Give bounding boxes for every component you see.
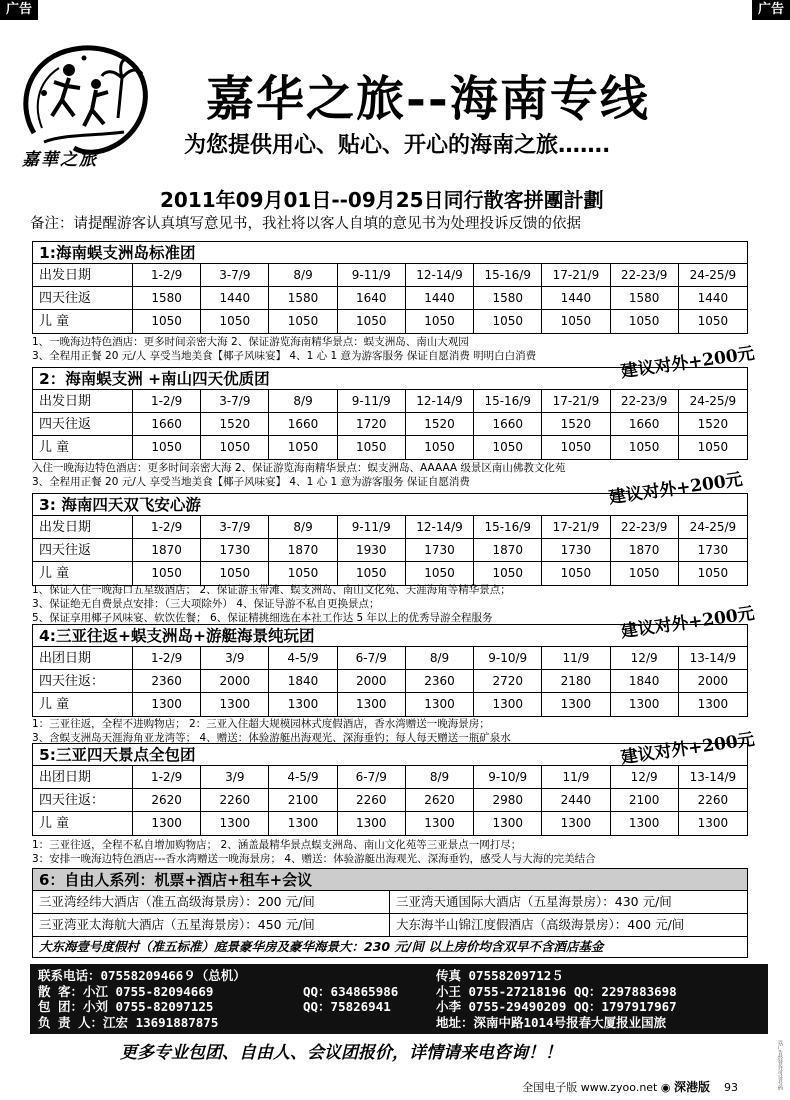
price-cell: 1300 bbox=[697, 697, 729, 711]
slogan: 为您提供用心、贴心、开心的海南之旅……. bbox=[184, 133, 611, 158]
date-cell: 9-11/9 bbox=[338, 264, 406, 287]
note-line: 3、保证绝无自费景点安排：（三大项除外） 4、保证导游不私自更换景点； bbox=[32, 598, 380, 610]
date-cell: 12-14/9 bbox=[406, 264, 474, 287]
price-cell: 1050 bbox=[338, 562, 406, 585]
note-line: 1、一晚海边特色酒店：更多时间亲密大海 2、保证游览海南精华景点：蜈支洲岛、南山大观园 bbox=[32, 336, 469, 348]
price-cell: 2360 bbox=[133, 670, 201, 693]
row-label: 儿 童 bbox=[33, 436, 133, 459]
price-cell: 1300 bbox=[406, 693, 474, 716]
free-travel-table bbox=[32, 868, 748, 958]
price-cell: 1300 bbox=[338, 812, 406, 835]
fax: 传真 07558209712５ bbox=[436, 968, 564, 983]
plan-title: 2011年09月01日--09月25日同行散客拼團計劃 bbox=[160, 188, 604, 212]
price-cell: 1300 bbox=[611, 812, 679, 835]
price-cell: 1050 bbox=[474, 310, 542, 333]
date-cell: 24-25/9 bbox=[679, 516, 747, 539]
price-cell: 2360 bbox=[406, 670, 474, 693]
price-cell: 2100 bbox=[611, 789, 679, 812]
date-cell: 3-7/9 bbox=[201, 390, 269, 413]
price-cell: 1050 bbox=[133, 436, 201, 459]
date-row bbox=[33, 516, 747, 539]
price-cell: 2260 bbox=[338, 789, 406, 812]
section-title: 5:三亚四天景点全包团 bbox=[33, 744, 747, 766]
tour-notes-5 bbox=[32, 838, 762, 866]
date-row bbox=[33, 766, 747, 789]
price-cell: 1640 bbox=[338, 287, 406, 310]
adult-price-row bbox=[33, 670, 747, 693]
row-label: 四天往返： bbox=[33, 789, 133, 812]
adult-price-row bbox=[33, 789, 747, 812]
contact-row bbox=[38, 1015, 760, 1031]
price-cell: 1050 bbox=[697, 314, 729, 328]
page-title: 嘉华之旅--海南专线 bbox=[206, 71, 650, 127]
date-cell: 8/9 bbox=[406, 766, 474, 789]
child-price-row bbox=[33, 310, 747, 333]
row-label: 四天往返 bbox=[33, 539, 133, 562]
price-cell: 1520 bbox=[679, 413, 747, 436]
date-cell: 1-2/9 bbox=[133, 766, 201, 789]
price-cell: 1840 bbox=[611, 670, 679, 693]
tour-table-1 bbox=[32, 241, 748, 334]
side-license-text: 以广告经营许可证号码 bbox=[777, 1040, 783, 1090]
date-cell: 22-23/9 bbox=[611, 264, 679, 287]
price-cell: 1870 bbox=[133, 539, 201, 562]
date-cell: 15-16/9 bbox=[474, 390, 542, 413]
price-stamp: 建议对外+200元 bbox=[619, 343, 756, 383]
date-cell: 13-14/9 bbox=[679, 766, 747, 789]
price-cell: 1050 bbox=[697, 566, 729, 580]
price-cell: 2720 bbox=[474, 670, 542, 693]
price-cell: 1660 bbox=[269, 413, 337, 436]
date-cell: 9-10/9 bbox=[474, 766, 542, 789]
hotel-cell: 大东海半山锦江度假酒店（高级海景房）：400 元/间 bbox=[396, 917, 685, 932]
price-cell: 1050 bbox=[611, 436, 679, 459]
date-cell: 8/9 bbox=[269, 516, 337, 539]
date-cell: 4-5/9 bbox=[269, 766, 337, 789]
ad-label-right: 广告 bbox=[752, 0, 790, 20]
price-cell: 1580 bbox=[611, 287, 679, 310]
price-cell: 1050 bbox=[201, 310, 269, 333]
price-cell: 1050 bbox=[269, 562, 337, 585]
date-cell: 11/9 bbox=[542, 766, 610, 789]
price-cell: 1930 bbox=[338, 539, 406, 562]
child-price-row bbox=[33, 562, 747, 585]
contact-li: 小李 0755-29490209 QQ：1797917967 bbox=[436, 999, 677, 1014]
price-cell: 1050 bbox=[133, 310, 201, 333]
date-cell: 17-21/9 bbox=[542, 390, 610, 413]
price-cell: 1050 bbox=[406, 310, 474, 333]
price-cell: 1050 bbox=[542, 310, 610, 333]
price-cell: 1720 bbox=[338, 413, 406, 436]
note-line: 3、全程用正餐 20 元/人 享受当地美食【椰子风味宴】 4、1 心 1 意为游客服务 保证自愿消费 明明白白消费 bbox=[32, 350, 537, 362]
price-cell: 2440 bbox=[542, 789, 610, 812]
price-cell: 2180 bbox=[542, 670, 610, 693]
group-qq: QQ：75826941 bbox=[303, 999, 391, 1014]
date-cell: 22-23/9 bbox=[611, 516, 679, 539]
price-cell: 1050 bbox=[269, 310, 337, 333]
note-line: 3、全程用正餐 20 元/人 享受当地美食【椰子风味宴】 4、1 心 1 意为游客服务 保证自愿消费 bbox=[32, 476, 470, 488]
price-cell: 2620 bbox=[133, 789, 201, 812]
call-to-action: 更多专业包团、自由人、会议团报价，详情请来电咨询！！ bbox=[120, 1043, 562, 1063]
price-cell: 1300 bbox=[474, 693, 542, 716]
section-title: 6：自由人系列：机票+酒店+租车+会议 bbox=[33, 869, 747, 891]
price-cell: 2980 bbox=[474, 789, 542, 812]
price-cell: 1300 bbox=[406, 812, 474, 835]
date-cell: 17-21/9 bbox=[542, 516, 610, 539]
section-title: 3: 海南四天双飞安心游 bbox=[33, 494, 747, 516]
price-stamp: 建议对外+200元 bbox=[607, 469, 744, 509]
row-label: 儿 童 bbox=[33, 812, 133, 835]
date-cell: 1-2/9 bbox=[133, 516, 201, 539]
price-cell: 1840 bbox=[269, 670, 337, 693]
price-cell: 1730 bbox=[679, 539, 747, 562]
price-cell: 1300 bbox=[269, 693, 337, 716]
price-cell: 1300 bbox=[201, 693, 269, 716]
ad-label-left: 广告 bbox=[0, 0, 38, 20]
date-cell: 24-25/9 bbox=[679, 264, 747, 287]
child-price-row bbox=[33, 812, 747, 835]
date-cell: 11/9 bbox=[542, 647, 610, 670]
contact-row bbox=[38, 999, 760, 1015]
price-cell: 1050 bbox=[201, 562, 269, 585]
price-cell: 1050 bbox=[201, 436, 269, 459]
price-cell: 1870 bbox=[474, 539, 542, 562]
row-label: 出发日期 bbox=[33, 516, 133, 539]
date-cell: 1-2/9 bbox=[133, 264, 201, 287]
price-cell: 1660 bbox=[611, 413, 679, 436]
date-cell: 12/9 bbox=[611, 647, 679, 670]
date-cell: 9-10/9 bbox=[474, 647, 542, 670]
price-cell: 1050 bbox=[474, 562, 542, 585]
price-cell: 1580 bbox=[133, 287, 201, 310]
price-cell: 1660 bbox=[133, 413, 201, 436]
hotel-cell: 三亚湾经纬大酒店（准五高级海景房）：200 元/间 bbox=[33, 891, 390, 913]
row-label: 四天往返 bbox=[33, 287, 133, 310]
price-cell: 1300 bbox=[474, 812, 542, 835]
price-cell: 1050 bbox=[474, 436, 542, 459]
price-cell: 1300 bbox=[542, 693, 610, 716]
row-label: 儿 童 bbox=[33, 693, 133, 716]
price-cell: 1050 bbox=[542, 562, 610, 585]
section-title: 4:三亚往返+蜈支洲岛+游艇海景纯玩团 bbox=[33, 625, 747, 647]
hotel-cell: 三亚湾亚太海航大酒店（五星海景房）：450 元/间 bbox=[33, 914, 390, 936]
row-label: 四天往返： bbox=[33, 670, 133, 693]
date-row bbox=[33, 390, 747, 413]
price-cell: 1050 bbox=[697, 440, 729, 454]
adult-price-row bbox=[33, 413, 747, 436]
date-cell: 22-23/9 bbox=[611, 390, 679, 413]
price-cell: 2000 bbox=[201, 670, 269, 693]
date-cell: 12-14/9 bbox=[406, 516, 474, 539]
adult-price-row bbox=[33, 539, 747, 562]
price-cell: 1050 bbox=[611, 310, 679, 333]
price-cell: 1300 bbox=[611, 693, 679, 716]
price-cell: 1300 bbox=[542, 812, 610, 835]
price-cell: 1730 bbox=[201, 539, 269, 562]
date-cell: 13-14/9 bbox=[679, 647, 747, 670]
price-cell: 1870 bbox=[269, 539, 337, 562]
hotel-cell: 三亚湾天通国际大酒店（五星海景房）：430 元/间 bbox=[396, 894, 672, 909]
price-cell: 1050 bbox=[338, 310, 406, 333]
date-cell: 3/9 bbox=[201, 766, 269, 789]
hotel-row bbox=[33, 891, 747, 914]
note-line: 5、保证享用椰子风味宴、软饮佐餐； 6、保证精挑细选在本社工作达 5 年以上的优秀导游全程服务 bbox=[32, 612, 493, 624]
main-phone: 联系电话：07558209466９（总机） bbox=[38, 968, 246, 983]
price-cell: 1300 bbox=[201, 812, 269, 835]
price-cell: 1730 bbox=[406, 539, 474, 562]
date-cell: 24-25/9 bbox=[679, 390, 747, 413]
price-cell: 1580 bbox=[269, 287, 337, 310]
price-cell: 2000 bbox=[338, 670, 406, 693]
date-cell: 3-7/9 bbox=[201, 516, 269, 539]
row-label: 四天往返 bbox=[33, 413, 133, 436]
group-contact: 包 团：小刘 0755-82097125 bbox=[38, 999, 214, 1014]
price-cell: 1300 bbox=[133, 812, 201, 835]
price-cell: 1660 bbox=[474, 413, 542, 436]
child-price-row bbox=[33, 436, 747, 459]
child-price-row bbox=[33, 693, 747, 716]
price-cell: 1050 bbox=[133, 562, 201, 585]
branch-name: 深港版 bbox=[673, 1080, 710, 1094]
price-cell: 1050 bbox=[542, 436, 610, 459]
price-cell: 1440 bbox=[542, 287, 610, 310]
publication-icon: ◉ bbox=[660, 1081, 671, 1094]
date-cell: 1-2/9 bbox=[133, 647, 201, 670]
retail-qq: QQ：634865986 bbox=[303, 983, 399, 999]
price-cell: 1730 bbox=[542, 539, 610, 562]
date-cell: 17-21/9 bbox=[542, 264, 610, 287]
price-cell: 2260 bbox=[679, 789, 747, 812]
row-label: 出团日期 bbox=[33, 647, 133, 670]
page-number: 93 bbox=[724, 1081, 738, 1094]
date-cell: 12/9 bbox=[611, 766, 679, 789]
date-cell: 6-7/9 bbox=[338, 766, 406, 789]
contact-wang: 小王 0755-27218196 QQ：2297883698 bbox=[436, 983, 677, 999]
date-row bbox=[33, 647, 747, 670]
tour-table-2 bbox=[32, 367, 748, 460]
contact-row bbox=[38, 968, 760, 984]
retail-contact: 散 客：小江 0755-82094669 bbox=[38, 983, 214, 999]
price-cell: 1050 bbox=[338, 436, 406, 459]
adult-price-row bbox=[33, 287, 747, 310]
contact-row bbox=[38, 984, 760, 1000]
remark-note: 备注：请提醒游客认真填写意见书，我社将以客人自填的意见书为处理投诉反馈的依据 bbox=[30, 216, 581, 232]
date-cell: 15-16/9 bbox=[474, 516, 542, 539]
date-cell: 6-7/9 bbox=[338, 647, 406, 670]
contact-block bbox=[30, 964, 768, 1034]
row-label: 出团日期 bbox=[33, 766, 133, 789]
price-stamp: 建议对外+200元 bbox=[619, 603, 756, 643]
price-cell: 1300 bbox=[269, 812, 337, 835]
price-cell: 1870 bbox=[611, 539, 679, 562]
price-cell: 1300 bbox=[338, 693, 406, 716]
note-line: 3、含蜈支洲岛天涯海角亚龙湾等； 4、赠送：体验游艇出海观光、深海垂钓；每人每天赠送一瓶矿泉水 bbox=[32, 732, 511, 744]
section-title: 2：海南蜈支洲 +南山四天优质团 bbox=[33, 368, 747, 390]
date-row bbox=[33, 264, 747, 287]
hotel-row bbox=[33, 914, 747, 937]
edition-text: 全国电子版 www.zyoo.net bbox=[522, 1081, 658, 1094]
note-line: 1：三亚往返，全程不进购物店； 2：三亚入住超大规模园林式度假酒店，香水湾赠送一晚海景房； bbox=[32, 718, 490, 730]
note-line: 3：安排一晚海边特色酒店---香水湾赠送一晚海景房； 4、赠送：体验游艇出海观光、深海垂钓，感受人与大海的完美结合 bbox=[32, 853, 596, 865]
date-cell: 8/9 bbox=[269, 264, 337, 287]
price-cell: 2620 bbox=[406, 789, 474, 812]
price-cell: 2260 bbox=[201, 789, 269, 812]
price-cell: 1520 bbox=[201, 413, 269, 436]
price-stamp: 建议对外+200元 bbox=[619, 729, 756, 769]
row-label: 出发日期 bbox=[33, 264, 133, 287]
row-label: 儿 童 bbox=[33, 310, 133, 333]
date-cell: 4-5/9 bbox=[269, 647, 337, 670]
date-cell: 3/9 bbox=[201, 647, 269, 670]
price-cell: 2100 bbox=[269, 789, 337, 812]
page-footer bbox=[522, 1078, 738, 1095]
price-cell: 1580 bbox=[474, 287, 542, 310]
date-cell: 9-11/9 bbox=[338, 390, 406, 413]
date-cell: 8/9 bbox=[406, 647, 474, 670]
price-cell: 1300 bbox=[133, 693, 201, 716]
note-line: 1、保证入住一晚海口五星级酒店； 2、保证游玉带滩、蜈支洲岛、南山文化苑、天涯海角等精华景点； bbox=[32, 584, 511, 596]
date-cell: 8/9 bbox=[269, 390, 337, 413]
price-cell: 1300 bbox=[697, 816, 729, 830]
tour-table-4 bbox=[32, 624, 748, 717]
price-cell: 1440 bbox=[201, 287, 269, 310]
price-cell: 1520 bbox=[542, 413, 610, 436]
tour-table-5 bbox=[32, 743, 748, 836]
logo-emblem bbox=[14, 38, 154, 162]
address: 地址：深南中路1014号报春大厦报业国旅 bbox=[436, 1014, 667, 1030]
price-cell: 1440 bbox=[679, 287, 747, 310]
date-cell: 9-11/9 bbox=[338, 516, 406, 539]
date-cell: 15-16/9 bbox=[474, 264, 542, 287]
price-cell: 1050 bbox=[406, 436, 474, 459]
price-cell: 2000 bbox=[679, 670, 747, 693]
hotel-footnote: 大东海壹号度假村（准五标准）庭景豪华房及豪华海景大：230 元/间 以上房价均含双早不含酒店基金 bbox=[39, 939, 604, 954]
price-cell: 1050 bbox=[269, 436, 337, 459]
date-cell: 12-14/9 bbox=[406, 390, 474, 413]
price-cell: 1050 bbox=[406, 562, 474, 585]
note-line: 1：三亚往返，全程不私自增加购物店； 2、涵盖最精华景点蜈支洲岛、南山文化苑等三亚景点一网打尽； bbox=[32, 839, 522, 851]
row-label: 出发日期 bbox=[33, 390, 133, 413]
section-title: 1:海南蜈支洲岛标准团 bbox=[33, 242, 747, 264]
price-cell: 1050 bbox=[611, 562, 679, 585]
price-cell: 1440 bbox=[406, 287, 474, 310]
date-cell: 3-7/9 bbox=[201, 264, 269, 287]
manager-contact: 负 责 人：江宏 13691887875 bbox=[38, 1014, 219, 1030]
date-cell: 1-2/9 bbox=[133, 390, 201, 413]
logo-text: 嘉華之旅 bbox=[22, 150, 98, 170]
note-line: 入住一晚海边特色酒店：更多时间亲密大海 2、保证游览海南精华景点：蜈支洲岛、AAAAA 级景区南山佛教文化苑 bbox=[32, 462, 566, 474]
row-label: 儿 童 bbox=[33, 562, 133, 585]
tour-table-3 bbox=[32, 493, 748, 586]
price-cell: 1520 bbox=[406, 413, 474, 436]
